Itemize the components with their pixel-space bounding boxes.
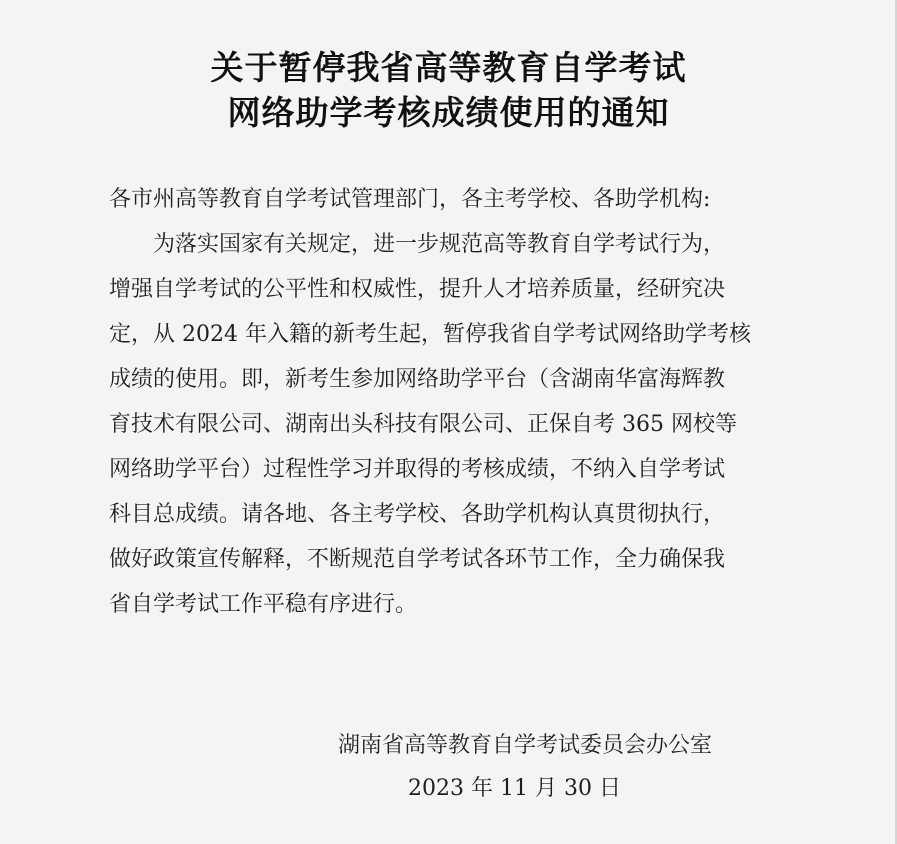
body-line: 做好政策宣传解释，不断规范自学考试各环节工作，全力确保我 bbox=[109, 547, 726, 572]
body-line: 科目总成绩。请各地、各主考学校、各助学机构认真贯彻执行， bbox=[109, 502, 726, 527]
document-title-line-2: 网络助学考核成绩使用的通知 bbox=[227, 93, 670, 132]
signature-date: 2023 年 11 月 30 日 bbox=[408, 776, 621, 801]
body-line: 成绩的使用。即，新考生参加网络助学平台（含湖南华富海辉教 bbox=[109, 367, 726, 392]
document-title-line-1: 关于暂停我省高等教育自学考试 bbox=[210, 48, 687, 87]
salutation: 各市州高等教育自学考试管理部门，各主考学校、各助学机构: bbox=[109, 187, 711, 212]
body-line: 省自学考试工作平稳有序进行。 bbox=[109, 592, 418, 617]
body-line: 育技术有限公司、湖南出头科技有限公司、正保自考 365 网校等 bbox=[109, 412, 737, 437]
signature-organization: 湖南省高等教育自学考试委员会办公室 bbox=[338, 733, 713, 758]
body-line: 定，从 2024 年入籍的新考生起，暂停我省自学考试网络助学考核 bbox=[109, 322, 751, 347]
body-line: 增强自学考试的公平性和权威性，提升人才培养质量，经研究决 bbox=[109, 277, 726, 302]
body-line: 网络助学平台）过程性学习并取得的考核成绩，不纳入自学考试 bbox=[109, 457, 726, 482]
body-line: 为落实国家有关规定，进一步规范高等教育自学考试行为， bbox=[109, 232, 726, 257]
